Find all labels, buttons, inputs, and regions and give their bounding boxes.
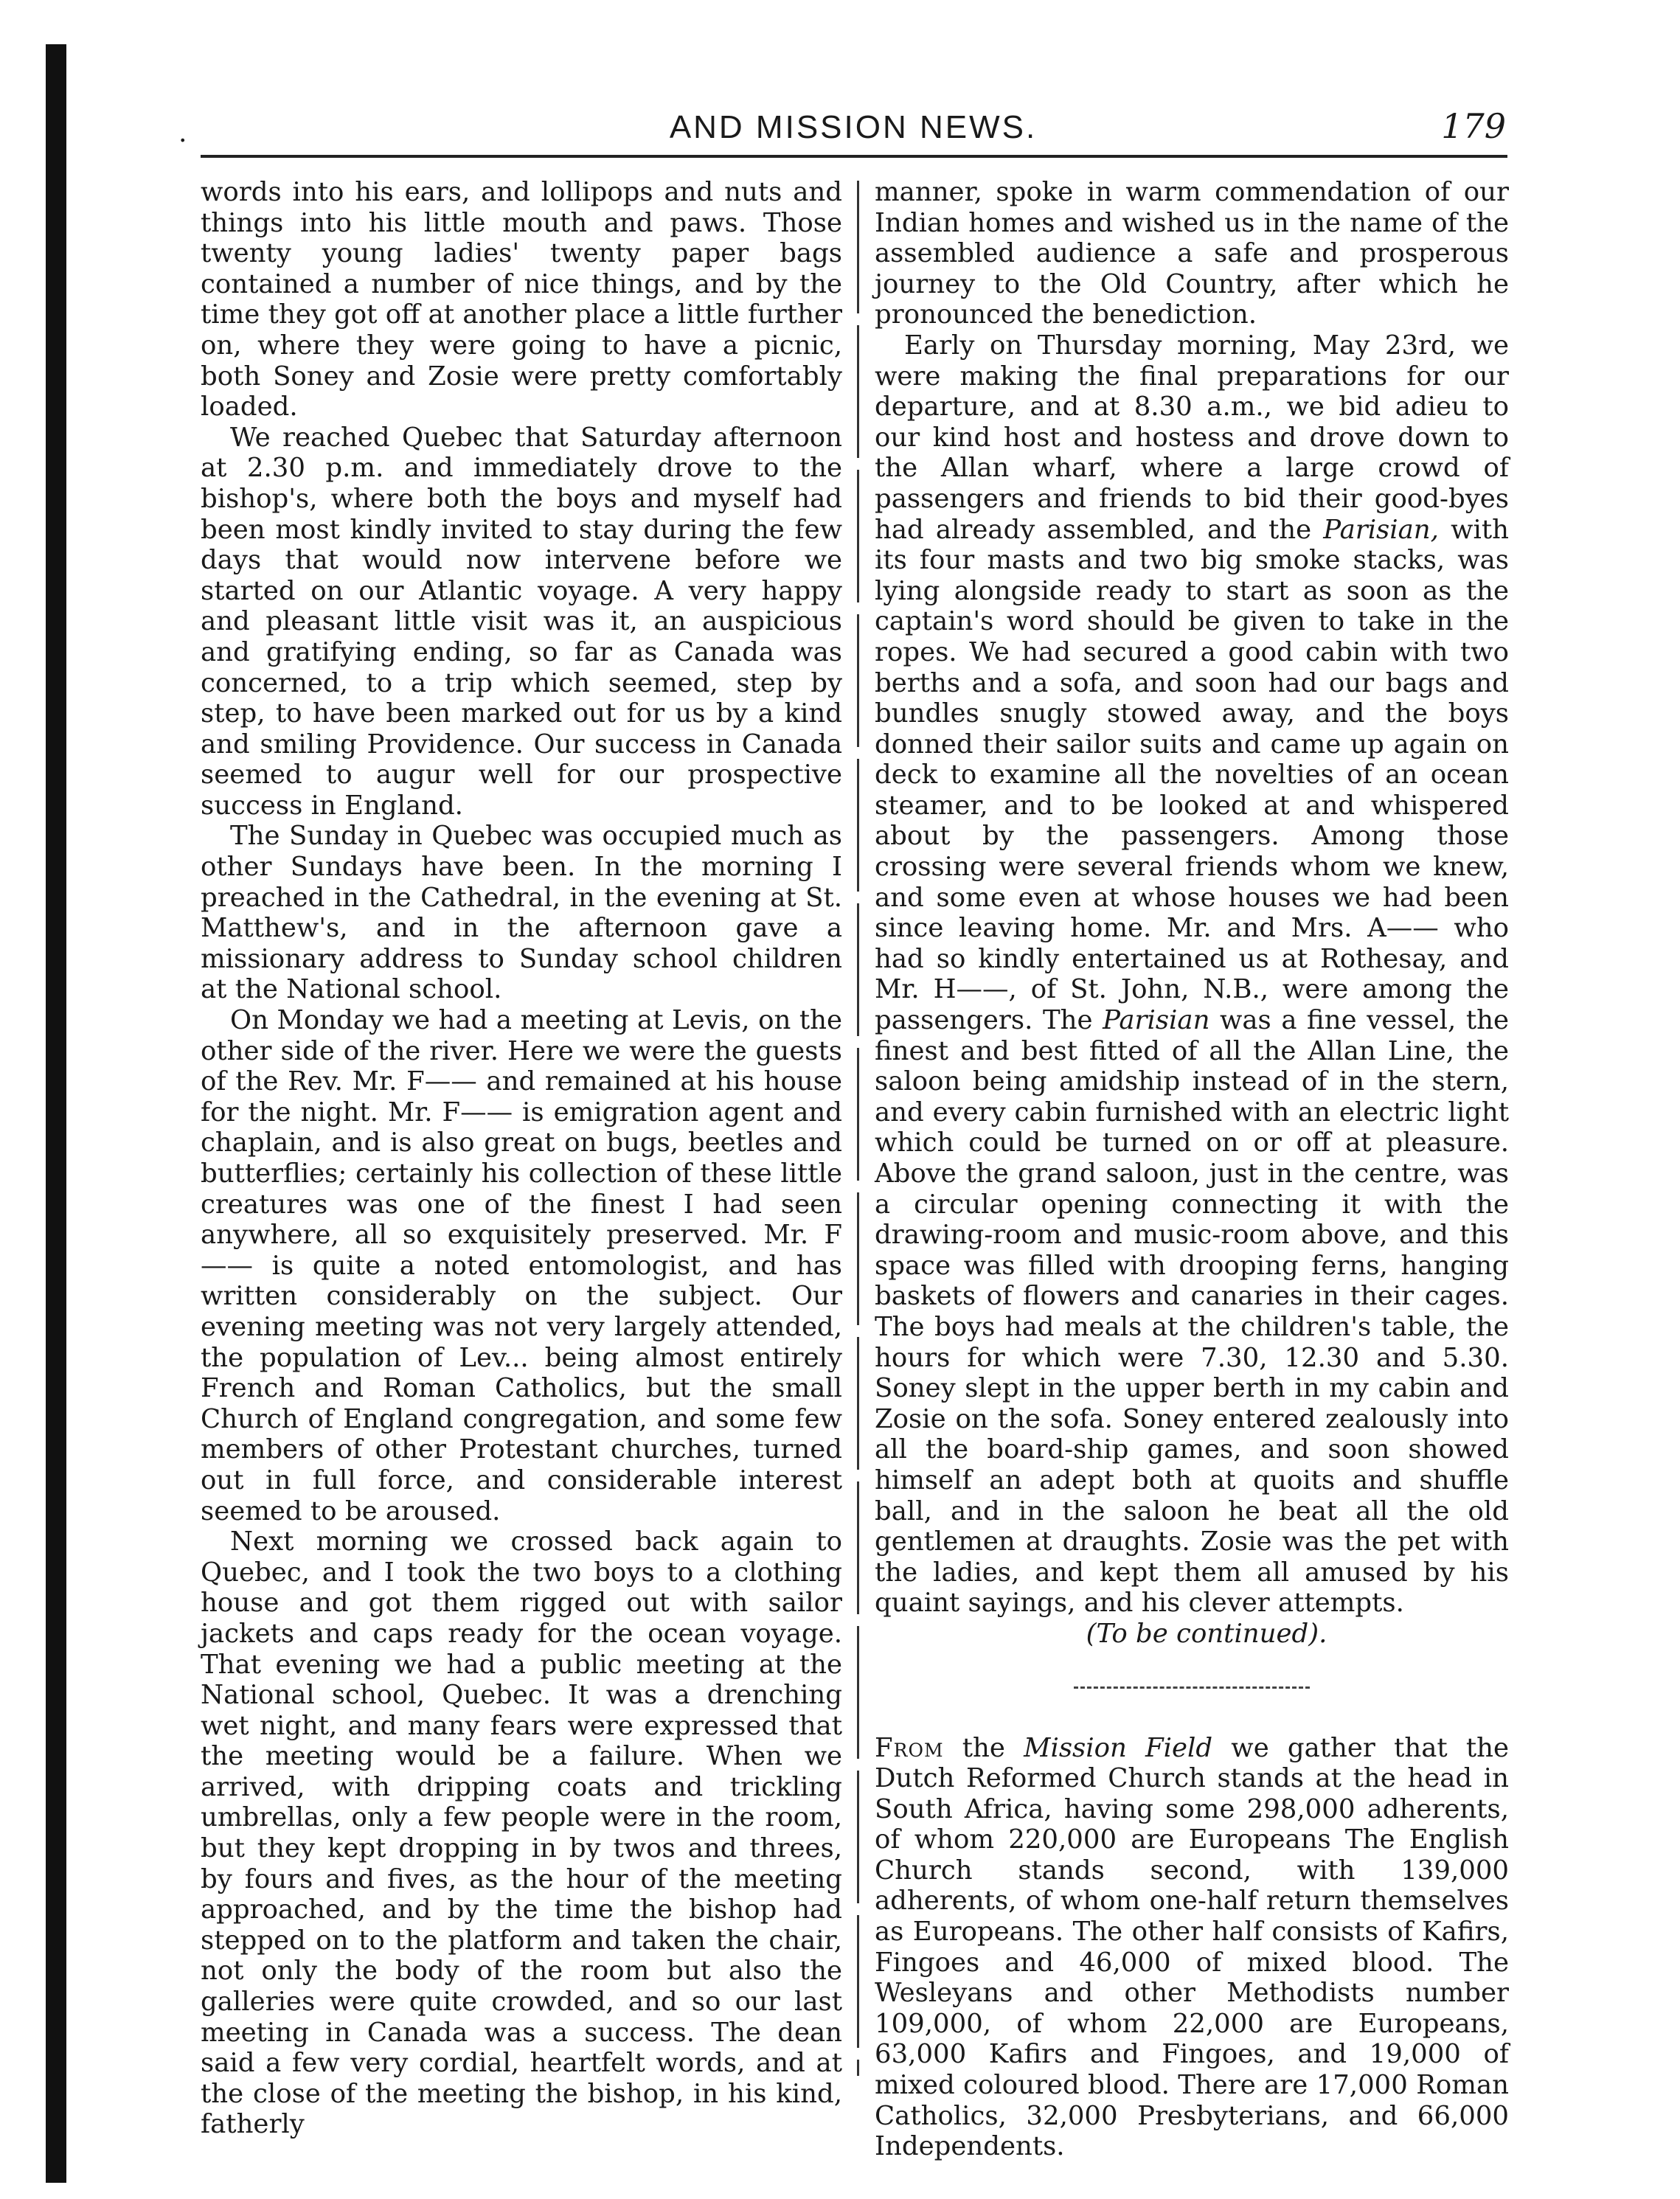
- paragraph: [875, 1733, 1509, 2162]
- right-column: [875, 177, 1509, 2162]
- paragraph: The Sunday in Quebec was occupied much as other Sundays have been. In the morning I preached in the Cathedral, in the evening at St. Matthew's, and in the afternoon gave a missionary address to Sunday school children at the National school.: [201, 821, 842, 1005]
- text-run: the: [943, 1732, 1024, 1763]
- column-divider: [857, 181, 859, 2076]
- page-header: [178, 103, 1506, 155]
- text-run: Early on Thursday morning, May 23rd, we were making the final preparations for our departure, and at 8.30 a.m., we bid adieu to our kind host and hostess and drove down to the Allan wharf, where a large crowd of passengers and friends to bid their good-byes had already assembled, and the: [875, 330, 1509, 545]
- left-column: [201, 177, 842, 2140]
- paragraph: [875, 330, 1509, 1619]
- paragraph: On Monday we had a meeting at Levis, on the other side of the river. Here we were the guests of the Rev. Mr. F—— and remained at his house for the night. Mr. F—— is emigration agent and chaplain, and is also great on bugs, beetles and butterflies; certainly his collection of these little creatures was one of the finest I had seen anywhere, all so exquisitely preserved. Mr. F—— is quite a noted entomologist, and has written considerably on the subject. Our evening meeting was not very largely attended, the population of Lev... being almost entirely French and Roman Catholics, but the small Church of England congregation, and some few members of other Protestant churches, turned out in full force, and considerable interest seemed to be aroused.: [201, 1005, 842, 1526]
- header-rule: [201, 155, 1507, 158]
- paragraph: words into his ears, and lollipops and nuts and things into his little mouth and paws. Those twenty young ladies' twenty paper bags contained a number of nice things, and by the time they got off at another place a little further on, where they were going to have a picnic, both Soney and Zosie were pretty comfortably loaded.: [201, 177, 842, 423]
- paragraph: Next morning we crossed back again to Quebec, and I took the two boys to a clothing house and got them rigged out with sailor jackets and caps ready for the ocean voyage. That evening we had a public meeting at the National school, Quebec. It was a drenching wet night, and many fears were expressed that the meeting would be a failure. When we arrived, with dripping coats and trickling umbrellas, only a few people were in the room, but they kept dropping in by twos and threes, by fours and fives, as the hour of the meeting approached, and by the time the bishop had stepped on to the platform and taken the chair, not only the body of the room but also the galleries were quite crowded, and so our last meeting in Canada was a success. The dean said a few very cordial, heartfelt words, and at the close of the meeting the bishop, in his kind, fatherly: [201, 1526, 842, 2140]
- running-title: AND MISSION NEWS.: [669, 109, 1038, 145]
- scan-edge-bar: [46, 44, 66, 2183]
- text-run: with its four masts and two big smoke stacks, was lying alongside ready to start as soon as the captain's word should be given to take in the ropes. We had secured a good cabin with two berths and a sofa, and soon had our bags and bundles snugly stowed away, and the boys donned their sailor suits and came up again on deck to examine all the novelties of an ocean steamer, and to be looked at and whispered about by the passengers. Among those crossing were several friends whom we knew, and some even at whose houses we had been since leaving home. Mr. and Mrs. A—— who had so kindly entertained us at Rothesay, and Mr. H——, of St. John, N.B., were among the passengers. The: [875, 514, 1509, 1036]
- page-number: 179: [1441, 106, 1506, 146]
- section-divider: [1074, 1686, 1310, 1689]
- ship-name: Parisian,: [1323, 514, 1439, 545]
- text-run: we gather that the Dutch Reformed Church stands at the head in South Africa, having some 298,000 adherents, of whom 220,000 are Europeans The English Church stands second, with 139,000 adherents, of whom one-half return themselves as Europeans. The other half consists of Kafirs, Fingoes and 46,000 of mixed blood. The Wesleyans and other Methodists number 109,000, of whom 22,000 are Europeans, 63,000 Kafirs and Fingoes, and 19,000 of mixed coloured blood. There are 17,000 Roman Catholics, 32,000 Presbyterians, and 66,000 Independents.: [875, 1732, 1509, 2162]
- ship-name: Parisian: [1103, 1005, 1210, 1036]
- source-title: Mission Field: [1024, 1732, 1213, 1763]
- paragraph: manner, spoke in warm commendation of our Indian homes and wished us in the name of the assembled audience a safe and prosperous journey to the Old Country, after which he pronounced the benediction.: [875, 177, 1509, 330]
- text-run: was a fine vessel, the finest and best fitted of all the Allan Line, the saloon being amidship instead of in the stern, and every cabin furnished with an electric light which could be turned on or off at pleasure. Above the grand saloon, just in the centre, was a circular opening connecting it with the drawing-room and music-room above, and this space was filled with drooping ferns, hanging baskets of flowers and canaries in their cages. The boys had meals at the children's table, the hours for which were 7.30, 12.30 and 5.30. Soney slept in the upper berth in my cabin and Zosie on the sofa. Soney entered zealously into all the board-ship games, and soon showed himself an adept both at quoits and shuffle ball, and in the saloon he beat all the old gentlemen at draughts. Zosie was the pet with the ladies, and kept them all amused by his quaint sayings, and his clever attempts.: [875, 1005, 1509, 1619]
- to-be-continued: (To be continued).: [1086, 1618, 1327, 1649]
- header-mark: .: [178, 118, 187, 148]
- lead-word: From: [875, 1732, 944, 1763]
- paragraph: We reached Quebec that Saturday afternoon at 2.30 p.m. and immediately drove to the bishop's, where both the boys and myself had been most kindly invited to stay during the few days that would now intervene before we started on our Atlantic voyage. A very happy and pleasant little visit was it, an auspicious and gratifying ending, so far as Canada was concerned, to a trip which seemed, step by step, to have been marked out for us by a kind and smiling Providence. Our success in Canada seemed to augur well for our prospective success in England.: [201, 422, 842, 821]
